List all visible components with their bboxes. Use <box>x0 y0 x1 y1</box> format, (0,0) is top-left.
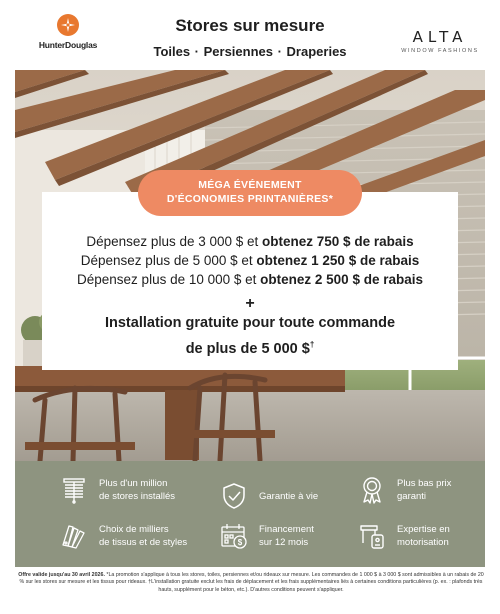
page-title: Stores sur mesure <box>175 16 325 35</box>
benefit-fabrics <box>59 521 187 551</box>
promo-badge-line2: D'ÉCONOMIES PRINTANIÈRES* <box>166 193 334 205</box>
benefit-warranty-text: Garantie à vie <box>259 490 319 502</box>
benefit-fabrics-text: Choix de milliers de tissus et de styles <box>99 524 188 548</box>
offer-tier-1 <box>42 232 458 251</box>
benefit-motorization <box>357 521 450 551</box>
brand-left-name: HunterDouglas <box>38 40 98 50</box>
alta-logo <box>398 28 482 54</box>
brand-right-name: ALTA <box>412 28 468 46</box>
hunter-douglas-logo <box>18 14 118 58</box>
benefit-warranty <box>219 481 318 511</box>
benefit-installed <box>59 475 175 505</box>
benefit-financing <box>219 521 314 551</box>
calendar-dollar-icon <box>219 521 249 551</box>
promo-badge <box>138 170 362 216</box>
award-ribbon-icon <box>357 475 387 505</box>
offer-card <box>42 192 458 370</box>
header <box>0 0 500 70</box>
benefit-installed-text: Plus d'un million de stores installés <box>99 478 176 502</box>
offer-tier-2-rebate: obtenez 1 250 $ de rabais <box>256 253 420 268</box>
free-installation-line2 <box>42 334 458 360</box>
benefit-financing-text: Financement sur 12 mois <box>259 524 314 548</box>
installer-tools-icon <box>357 521 387 551</box>
svg-text:$: $ <box>237 538 243 547</box>
offer-tier-3 <box>42 270 458 289</box>
fabric-swatches-icon <box>59 521 89 551</box>
free-installation-line1: Installation gratuite pour toute commande <box>104 315 396 331</box>
blinds-icon <box>59 475 89 505</box>
offer-tier-2-prefix: Dépensez plus de 5 000 $ et <box>80 253 257 268</box>
hunter-douglas-mark-icon <box>57 14 79 36</box>
offer-tier-2 <box>42 251 458 270</box>
footnote-conditions: *La promotion s'applique à tous les stores, toiles, persiennes et/ou rideaux sur mesure. Les commandes de 1 000 $ à 3 000 $ sont admissibles à un rabais de 20 % sur les stores sur mesure et les tissus pour rideaux. †L'installation gratuite exclut les frais de déplacement et les frais supplémentaires liés à certaines conditions particulières (p. ex. : plafonds très hauts, supplément pour le béton, etc.). D'autres conditions peuvent s'appliquer. <box>19 572 484 593</box>
free-installation-amount: de plus de 5 000 $ <box>185 340 310 357</box>
page-subtitle: Toiles · Persiennes · Draperies <box>153 44 347 59</box>
brand-right-tag: WINDOW FASHIONS <box>401 48 479 54</box>
offer-tier-1-rebate: obtenez 750 $ de rabais <box>262 234 414 249</box>
offer-tier-1-prefix: Dépensez plus de 3 000 $ et <box>86 234 263 249</box>
offer-tier-3-rebate: obtenez 2 500 $ de rabais <box>260 272 423 287</box>
shield-check-icon <box>219 481 249 511</box>
promo-badge-line1: MÉGA ÉVÉNEMENT <box>198 179 302 191</box>
dagger-mark: † <box>309 340 315 349</box>
offer-validity: Offre valide jusqu'au 30 avril 2026. <box>18 572 105 578</box>
benefit-price <box>357 475 451 505</box>
benefit-price-text: Plus bas prix garanti <box>397 478 452 502</box>
legal-footnote <box>18 572 484 594</box>
benefit-motorization-text: Expertise en motorisation <box>397 524 450 548</box>
offer-plus-sign: + <box>245 295 255 312</box>
benefits-band <box>15 461 485 567</box>
offer-tier-3-prefix: Dépensez plus de 10 000 $ et <box>77 272 261 287</box>
